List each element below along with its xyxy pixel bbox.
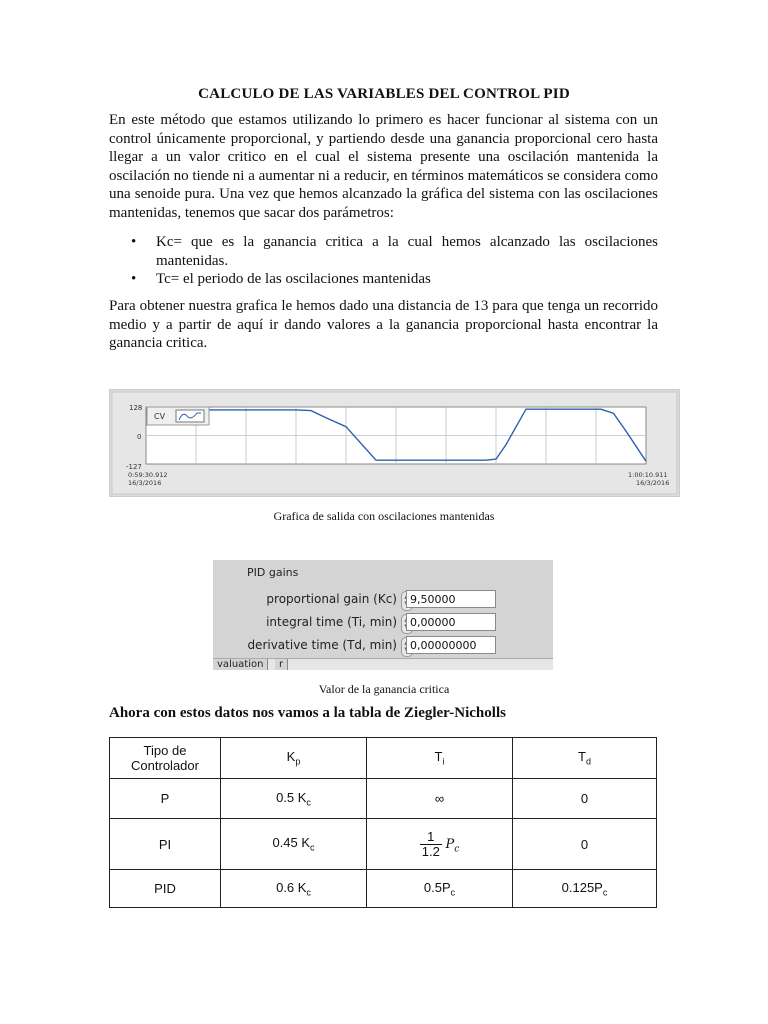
table-row bbox=[110, 819, 657, 870]
header-ti: $T_i$ bbox=[367, 738, 513, 779]
pid-gains-title: PID gains bbox=[247, 566, 299, 579]
proportional-gain-row bbox=[213, 590, 553, 610]
cell-ti: ∞ bbox=[367, 779, 513, 819]
cell-td: 0 bbox=[513, 819, 657, 870]
output-chart-svg bbox=[109, 389, 680, 497]
pid-gains-panel bbox=[213, 560, 553, 670]
y-tick-label: -127 bbox=[126, 463, 142, 471]
output-chart bbox=[109, 389, 680, 497]
cell-kp: 0.6 $K_c$ bbox=[221, 870, 367, 908]
cell-td: 0 bbox=[513, 779, 657, 819]
header-kp: $K_p$ bbox=[221, 738, 367, 779]
proportional-gain-field[interactable]: 9,50000 bbox=[406, 590, 496, 608]
bullet-text: Kc= que es la ganancia critica a la cual hemos alcanzado las oscilaciones mantenidas. bbox=[156, 234, 658, 269]
integral-time-label: integral time (Ti, min) bbox=[266, 615, 397, 629]
document-title: CALCULO DE LAS VARIABLES DEL CONTROL PID bbox=[198, 86, 570, 102]
cell-ti: $\frac{1}{1.2}$ $P_c$ bbox=[367, 819, 513, 870]
x-start-date: 16/3/2016 bbox=[128, 479, 162, 487]
header-td: $T_d$ bbox=[513, 738, 657, 779]
tab-valuation[interactable]: valuation bbox=[213, 659, 268, 670]
integral-time-row bbox=[213, 613, 553, 633]
derivative-time-field[interactable]: 0,00000000 bbox=[406, 636, 496, 654]
legend-label: CV bbox=[154, 412, 166, 421]
cell-kp: 0.5 $K_c$ bbox=[221, 779, 367, 819]
x-end-time: 1:00:10.911 bbox=[628, 471, 668, 479]
header-type: Tipo de Controlador bbox=[110, 738, 221, 779]
section-heading: Ahora con estos datos nos vamos a la tabla de Ziegler-Nicholls bbox=[109, 705, 506, 721]
list-item bbox=[131, 233, 658, 270]
bullet-mark: • bbox=[131, 271, 137, 287]
table-row bbox=[110, 870, 657, 908]
proportional-gain-label: proportional gain (Kc) bbox=[266, 592, 397, 606]
tab-second[interactable]: r bbox=[275, 659, 288, 670]
method-paragraph: Para obtener nuestra grafica le hemos dado una distancia de 13 para que tenga un recorrido medio y a partir de aquí ir dando valores a la ganancia proporcional hasta encontrar la ganancia critica. bbox=[109, 298, 658, 351]
cell-type: P bbox=[110, 779, 221, 819]
x-start-time: 0:59:30.912 bbox=[128, 471, 168, 479]
cell-kp: 0.45 $K_c$ bbox=[221, 819, 367, 870]
cell-type: PI bbox=[110, 819, 221, 870]
ziegler-nichols-table bbox=[109, 737, 657, 908]
legend-swatch bbox=[176, 410, 204, 422]
bullet-mark: • bbox=[131, 234, 137, 250]
list-item bbox=[131, 270, 658, 289]
intro-paragraph: En este método que estamos utilizando lo primero es hacer funcionar al sistema con un control únicamente proporcional, y partiendo desde una ganancia proporcional cero hasta llegar a un valor critico en el cual el sistema presente una oscilación mantenida la oscilación no tiende ni a aumentar ni a reducir, en términos matemáticos se considera como una senoide pura. Una vez que hemos alcanzado la gráfica del sistema con las oscilaciones mantenidas, tenemos que sacar dos parámetros: bbox=[109, 112, 658, 221]
x-end-date: 16/3/2016 bbox=[636, 479, 670, 487]
table-row bbox=[110, 779, 657, 819]
cell-type: PID bbox=[110, 870, 221, 908]
y-tick-label: 128 bbox=[129, 404, 143, 412]
table-header-row bbox=[110, 738, 657, 779]
y-tick-label: 0 bbox=[137, 433, 142, 441]
pid-caption: Valor de la ganancia critica bbox=[318, 682, 450, 696]
derivative-time-row bbox=[213, 636, 553, 656]
parameter-list bbox=[131, 233, 658, 289]
bullet-text: Tc= el periodo de las oscilaciones mantenidas bbox=[156, 271, 431, 287]
derivative-time-label: derivative time (Td, min) bbox=[247, 638, 397, 652]
fraction: $\frac{1}{1.2}$ bbox=[421, 828, 440, 859]
cell-ti: $0.5P_c$ bbox=[367, 870, 513, 908]
cell-td: $0.125P_c$ bbox=[513, 870, 657, 908]
tab-bar bbox=[213, 658, 553, 670]
chart-caption: Grafica de salida con oscilaciones mantenidas bbox=[273, 509, 495, 523]
integral-time-field[interactable]: 0,00000 bbox=[406, 613, 496, 631]
